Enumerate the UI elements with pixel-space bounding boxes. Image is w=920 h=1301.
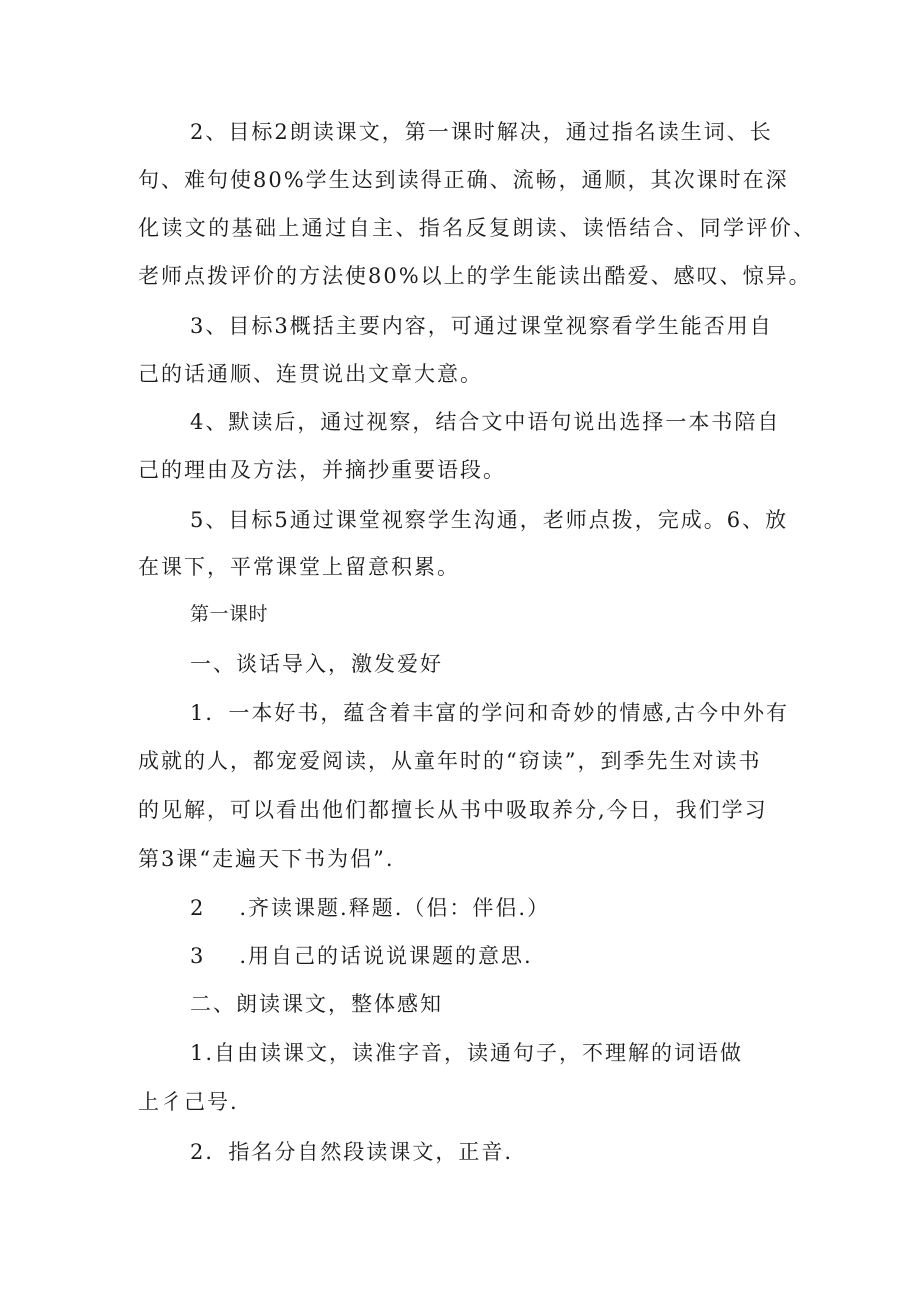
item-text: .用自己的话说说课题的意思. [239, 944, 533, 968]
text-line [190, 946, 533, 967]
item-text: .齐读课题.释题.（侣：伴侣.） [239, 896, 551, 920]
section-heading: 二、朗读课文，整体感知 [190, 992, 443, 1016]
item-number: 3 [190, 944, 206, 968]
text-line: 2、目标2朗读课文，第一课时解决，通过指名读生词、长 [190, 120, 773, 144]
text-line: 化读文的基础上通过自主、指名反复朗读、读悟结合、同学评价、 [138, 216, 817, 240]
text-line: 2．指名分自然段读课文，正音. [190, 1140, 514, 1164]
text-line: 1.自由读课文，读准字音，读通句子，不理解的词语做 [190, 1041, 744, 1065]
text-line: 成就的人，都宠爱阅读，从童年时的“窃读”，到季先生对读书 [138, 749, 762, 773]
text-line: 上彳己号. [138, 1090, 239, 1114]
item-number: 2 [190, 896, 206, 920]
text-line: 老师点拨评价的方法使80%以上的学生能读出酷爱、感叹、惊异。 [138, 264, 812, 288]
text-line: 己的理由及方法，并摘抄重要语段。 [138, 458, 506, 482]
text-line: 5、目标5通过课堂视察学生沟通，老师点拨，完成。6、放 [190, 508, 789, 532]
text-line: 4、默读后，通过视察，结合文中语句说出选择一本书陪自 [190, 410, 781, 434]
text-line: 1．一本好书，蕴含着丰富的学问和奇妙的情感,古今中外有 [190, 701, 790, 725]
text-line [190, 898, 550, 919]
text-line: 3、目标3概括主要内容，可通过课堂视察看学生能否用自 [190, 314, 773, 338]
text-line: 第3课“走遍天下书为侣”. [138, 847, 395, 871]
section-heading: 第一课时 [190, 603, 269, 625]
section-heading: 一、谈话导入，激发爱好 [190, 652, 443, 676]
text-line: 在课下，平常课堂上留意积累。 [138, 555, 460, 579]
text-line: 句、难句使80%学生达到读得正确、流畅，通顺，其次课时在深 [138, 168, 789, 192]
text-line: 己的话通顺、连贯说出文章大意。 [138, 362, 483, 386]
text-line: 的见解，可以看出他们都擅长从书中吸取养分,今日，我们学习 [138, 798, 768, 822]
